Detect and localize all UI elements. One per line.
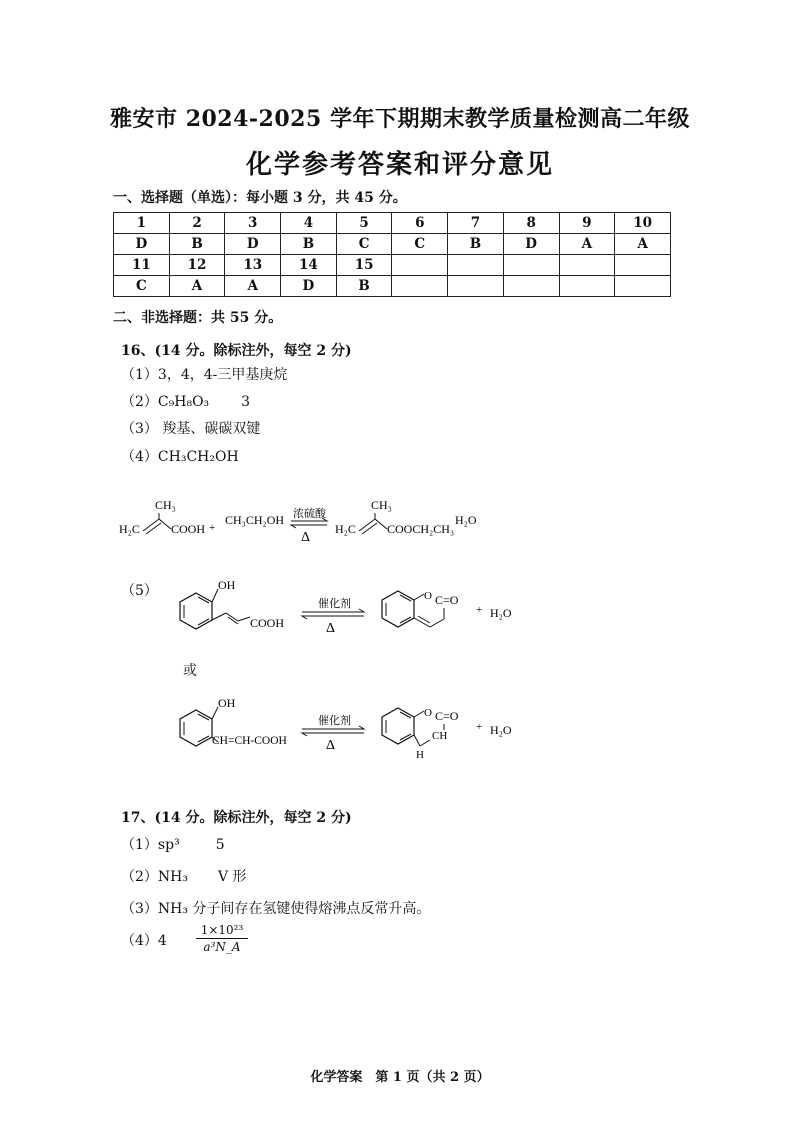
answer-value: CH₃CH₂OH — [157, 449, 239, 465]
density-fraction — [196, 923, 248, 954]
table-row — [114, 213, 671, 234]
q16-answer-4 — [121, 446, 239, 466]
q17-heading: 17、(14 分。除标注外，每空 2 分) — [121, 810, 352, 826]
water-label: H₂O — [455, 513, 477, 527]
answer-table — [113, 212, 671, 297]
table-cell — [615, 255, 671, 276]
answer-value: 3 — [241, 394, 251, 410]
table-cell: A — [559, 234, 615, 255]
plus-sign: + — [209, 522, 216, 534]
table-cell: 12 — [169, 255, 225, 276]
ester-label: COOCH₂CH₃ — [387, 522, 455, 536]
answer-label: （1） — [121, 837, 158, 853]
q17-answer-2 — [121, 866, 247, 886]
hydroxyl-label: OH — [218, 578, 236, 592]
answer-value: NH₃ — [157, 869, 188, 885]
cooh-label: COOH — [250, 616, 285, 630]
table-cell: 14 — [281, 255, 337, 276]
h2c-label: H₂C — [119, 522, 140, 536]
table-cell — [392, 255, 448, 276]
table-cell — [559, 255, 615, 276]
answer-value: 4 — [157, 933, 167, 949]
reaction-esterification — [115, 495, 535, 555]
table-cell — [392, 276, 448, 297]
table-cell: 2 — [169, 213, 225, 234]
answer-label: （4） — [121, 933, 158, 949]
fraction-numerator: 1×10²³ — [196, 923, 248, 939]
page-footer: 化学答案 第 1 页（共 2 页） — [310, 1070, 490, 1085]
table-cell: 15 — [336, 255, 392, 276]
condition-label: 浓硫酸 — [293, 508, 326, 520]
heat-symbol: Δ — [301, 530, 311, 545]
q16-heading: 16、(14 分。除标注外，每空 2 分) — [121, 343, 352, 359]
table-cell: D — [114, 234, 170, 255]
q17-answer-1 — [121, 834, 225, 854]
table-cell: 7 — [448, 213, 504, 234]
condition-label: 催化剂 — [318, 715, 351, 727]
heat-symbol: Δ — [326, 621, 336, 636]
table-cell: C — [392, 234, 448, 255]
q17-answer-3: （3）NH₃ 分子间存在氢键使得熔沸点反常升高。 — [121, 901, 431, 917]
table-cell: C — [114, 276, 170, 297]
answer-label: （2） — [121, 394, 158, 410]
q17-answer-4 — [121, 930, 167, 950]
table-cell: 6 — [392, 213, 448, 234]
answer-value: V 形 — [218, 869, 247, 885]
heat-symbol: Δ — [326, 738, 336, 753]
q16-answer-1: （1）3，4，4-三甲基庚烷 — [121, 367, 288, 383]
carbonyl-label: C=O — [435, 593, 459, 607]
table-cell: B — [169, 234, 225, 255]
answer-label: （2） — [121, 869, 158, 885]
table-row — [114, 276, 671, 297]
table-cell: 3 — [225, 213, 281, 234]
table-cell — [448, 276, 504, 297]
table-cell: 5 — [336, 213, 392, 234]
table-cell: 11 — [114, 255, 170, 276]
water-label: H₂O — [490, 606, 512, 620]
table-cell: 1 — [114, 213, 170, 234]
ring-oxygen-label: O — [424, 590, 432, 602]
ethanol-label: CH₃CH₂OH — [225, 513, 285, 527]
table-row — [114, 255, 671, 276]
h-label: H — [416, 749, 424, 761]
table-cell: D — [503, 234, 559, 255]
water-label: H₂O — [490, 723, 512, 737]
methyl-label: CH₃ — [155, 498, 176, 512]
table-cell: 9 — [559, 213, 615, 234]
plus-sign: + — [476, 721, 483, 733]
table-cell: 13 — [225, 255, 281, 276]
table-cell: D — [225, 234, 281, 255]
answer-label: （4） — [121, 449, 158, 465]
methyl-label: CH₃ — [371, 498, 392, 512]
page-title: 雅安市 2024-2025 学年下期期末教学质量检测高二年级 — [110, 106, 690, 132]
table-cell: B — [281, 234, 337, 255]
table-row — [114, 234, 671, 255]
carbonyl-label: C=O — [435, 709, 459, 723]
table-cell: D — [281, 276, 337, 297]
reaction-lactonization-2 — [168, 694, 538, 766]
fraction-denominator: a³N_A — [203, 940, 241, 954]
molecular-formula: C₉H₈O₃ — [157, 394, 210, 410]
ch-label: CH — [432, 730, 448, 742]
q16-answer-5-label: （5） — [121, 583, 158, 599]
table-cell: A — [225, 276, 281, 297]
table-cell: B — [336, 276, 392, 297]
page-subtitle: 化学参考答案和评分意见 — [245, 150, 554, 180]
hydroxyl-label: OH — [218, 696, 236, 710]
table-cell: C — [336, 234, 392, 255]
plus-sign: + — [476, 604, 483, 616]
q16-answer-3: （3） 羧基、碳碳双键 — [121, 421, 261, 437]
h2c-label: H₂C — [335, 522, 356, 536]
answer-value: sp³ — [157, 837, 180, 853]
side-chain-label: CH=CH-COOH — [212, 735, 287, 747]
q16-answer-2 — [121, 391, 250, 411]
section1-heading: 一、选择题（单选）：每小题 3 分，共 45 分。 — [113, 190, 407, 206]
reaction-lactonization-1 — [168, 575, 538, 645]
table-cell: 10 — [615, 213, 671, 234]
answer-value: 5 — [215, 837, 225, 853]
or-text: 或 — [183, 663, 197, 679]
table-cell: 4 — [281, 213, 337, 234]
cooh-label: COOH — [171, 522, 206, 536]
table-cell — [503, 255, 559, 276]
table-cell: A — [615, 234, 671, 255]
table-cell: A — [169, 276, 225, 297]
table-cell: 8 — [503, 213, 559, 234]
table-cell — [448, 255, 504, 276]
table-cell — [503, 276, 559, 297]
condition-label: 催化剂 — [318, 598, 351, 610]
table-cell: B — [448, 234, 504, 255]
section2-heading: 二、非选择题：共 55 分。 — [113, 310, 283, 326]
table-cell — [559, 276, 615, 297]
ring-oxygen-label: O — [424, 707, 432, 719]
table-cell — [615, 276, 671, 297]
